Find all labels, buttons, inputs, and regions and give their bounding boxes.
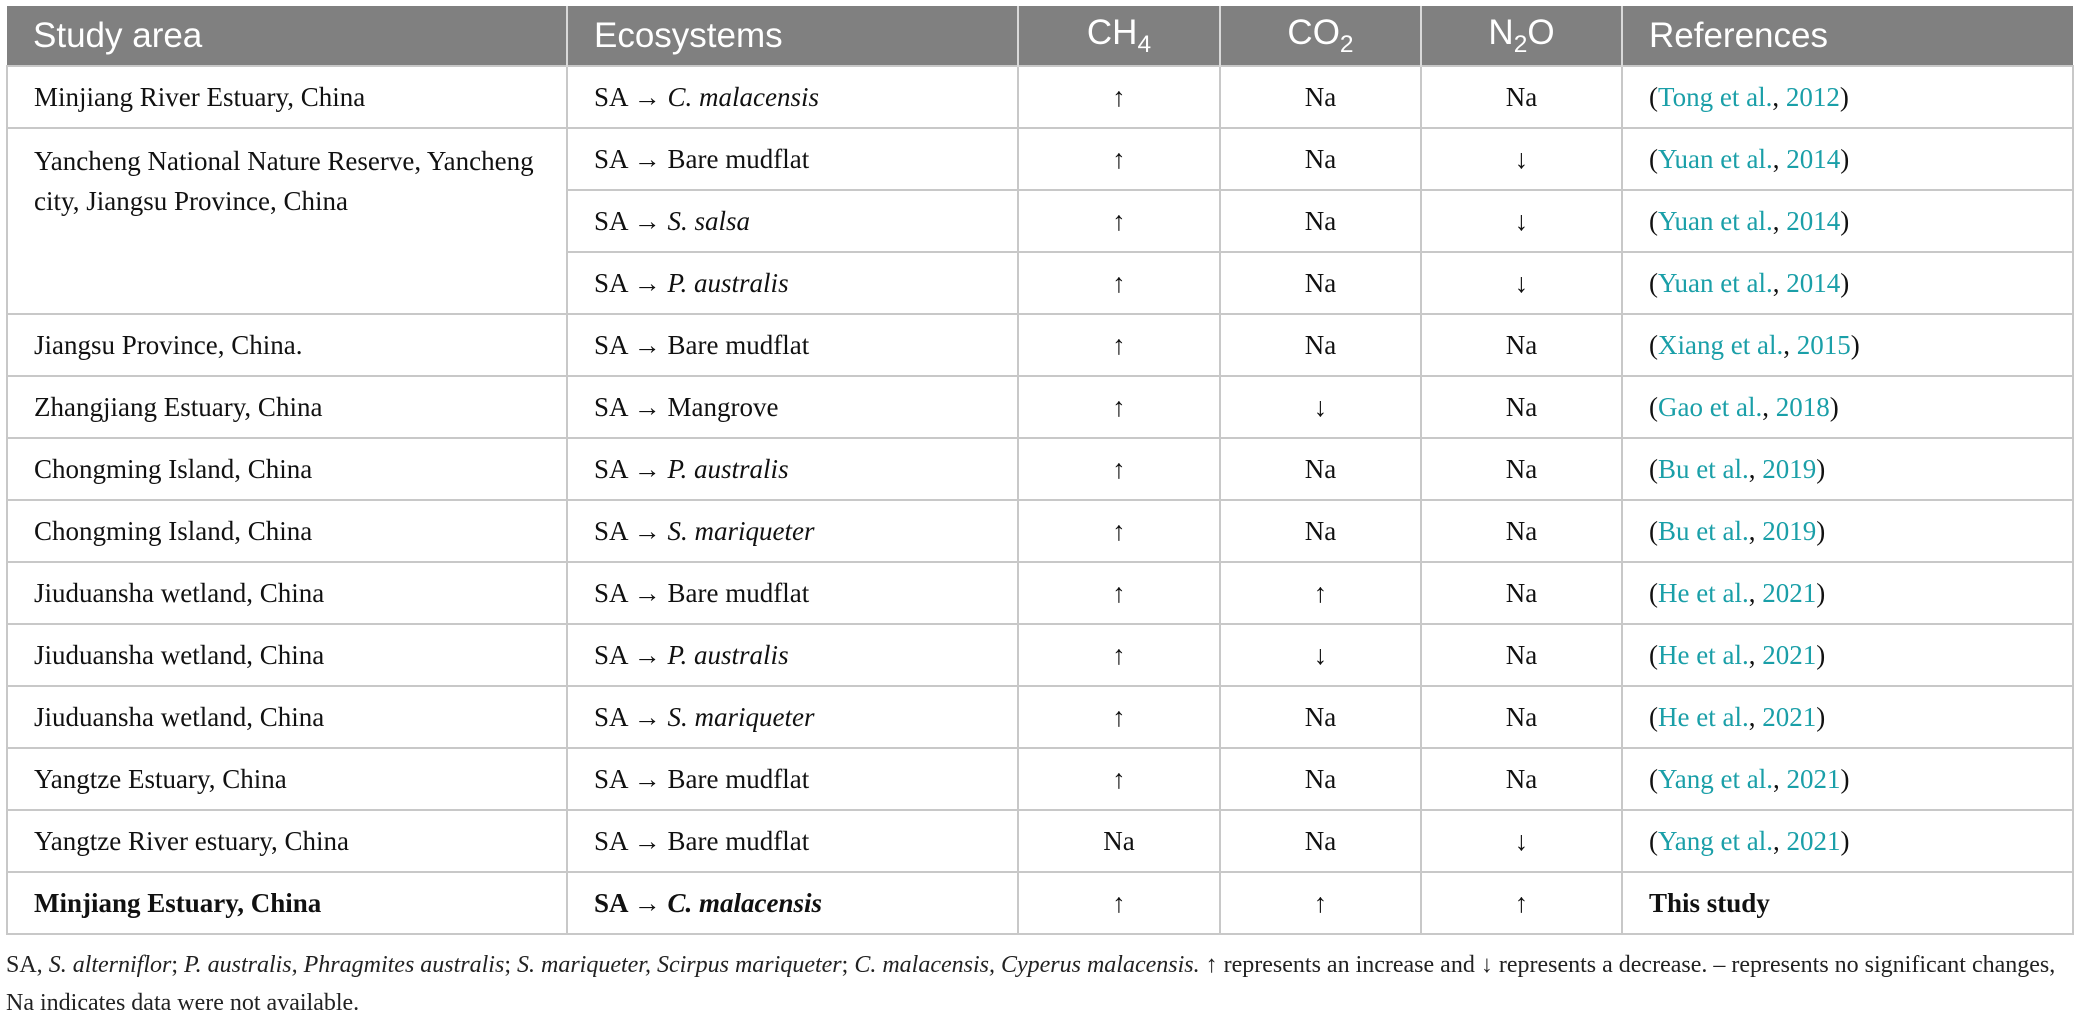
cell-reference: (He et al., 2021) xyxy=(1622,562,2073,624)
reference-year-link[interactable]: 2021 xyxy=(1786,763,1841,794)
cell-n2o: Na xyxy=(1421,748,1622,810)
cell-ch4: ↑ xyxy=(1018,128,1220,190)
cell-n2o: Na xyxy=(1421,376,1622,438)
cell-ch4: ↑ xyxy=(1018,438,1220,500)
cell-reference: (He et al., 2021) xyxy=(1622,624,2073,686)
cell-ecosystem: SA → S. mariqueter xyxy=(567,500,1018,562)
cell-ch4: ↑ xyxy=(1018,500,1220,562)
cell-ecosystem: SA → Bare mudflat xyxy=(567,128,1018,190)
reference-link[interactable]: Tong et al. xyxy=(1658,81,1773,112)
reference-link[interactable]: Bu et al. xyxy=(1658,515,1749,546)
cell-ecosystem: SA → S. mariqueter xyxy=(567,686,1018,748)
cell-study-area: Yangtze Estuary, China xyxy=(7,748,567,810)
cell-ecosystem: SA → C. malacensis xyxy=(567,66,1018,128)
cell-ch4: ↑ xyxy=(1018,190,1220,252)
cell-ch4: ↑ xyxy=(1018,314,1220,376)
cell-n2o: Na xyxy=(1421,686,1622,748)
cell-co2: ↓ xyxy=(1220,624,1421,686)
reference-year-link[interactable]: 2014 xyxy=(1786,267,1841,298)
reference-link[interactable]: Xiang et al. xyxy=(1658,329,1784,360)
reference-year-link[interactable]: 2014 xyxy=(1786,143,1841,174)
header-references: References xyxy=(1622,6,2073,66)
table-header-row xyxy=(7,6,2073,66)
reference-year-link[interactable]: 2015 xyxy=(1796,329,1851,360)
table-row xyxy=(7,128,2073,190)
reference-year-link[interactable]: 2019 xyxy=(1762,515,1817,546)
cell-ch4: ↑ xyxy=(1018,624,1220,686)
reference-link[interactable]: Gao et al. xyxy=(1658,391,1763,422)
cell-reference: (Gao et al., 2018) xyxy=(1622,376,2073,438)
cell-reference: (Yuan et al., 2014) xyxy=(1622,190,2073,252)
reference-year-link[interactable]: 2012 xyxy=(1785,81,1840,112)
cell-ch4: ↑ xyxy=(1018,376,1220,438)
cell-reference: (He et al., 2021) xyxy=(1622,686,2073,748)
cell-reference: (Bu et al., 2019) xyxy=(1622,500,2073,562)
cell-ecosystem: SA → Mangrove xyxy=(567,376,1018,438)
cell-co2: Na xyxy=(1220,500,1421,562)
cell-study-area: Zhangjiang Estuary, China xyxy=(7,376,567,438)
cell-reference: (Yang et al., 2021) xyxy=(1622,810,2073,872)
reference-year-link[interactable]: 2019 xyxy=(1762,453,1817,484)
cell-study-area: Jiuduansha wetland, China xyxy=(7,562,567,624)
cell-co2: ↑ xyxy=(1220,872,1421,934)
cell-co2: Na xyxy=(1220,810,1421,872)
reference-link[interactable]: He et al. xyxy=(1658,639,1749,670)
reference-link[interactable]: Yuan et al. xyxy=(1658,267,1773,298)
reference-link[interactable]: Yuan et al. xyxy=(1658,143,1773,174)
cell-study-area: Yancheng National Nature Reserve, Yancheng city, Jiangsu Province, China xyxy=(7,128,567,314)
header-ch4: $CH_4$ xyxy=(1018,6,1220,66)
header-n2o: $N_2O$ xyxy=(1421,6,1622,66)
cell-n2o: Na xyxy=(1421,66,1622,128)
cell-reference: (Yuan et al., 2014) xyxy=(1622,252,2073,314)
reference-year-link[interactable]: 2014 xyxy=(1786,205,1841,236)
header-ecosystems: Ecosystems xyxy=(567,6,1018,66)
reference-link[interactable]: Yang et al. xyxy=(1658,825,1774,856)
cell-ch4: ↑ xyxy=(1018,872,1220,934)
table-row xyxy=(7,314,2073,376)
cell-co2: Na xyxy=(1220,748,1421,810)
cell-n2o: Na xyxy=(1421,562,1622,624)
cell-co2: ↓ xyxy=(1220,376,1421,438)
cell-ch4: ↑ xyxy=(1018,66,1220,128)
header-study-area: Study area xyxy=(7,6,567,66)
cell-study-area: Chongming Island, China xyxy=(7,500,567,562)
table-row xyxy=(7,686,2073,748)
cell-ecosystem: SA → Bare mudflat xyxy=(567,810,1018,872)
cell-co2: Na xyxy=(1220,686,1421,748)
cell-n2o: ↓ xyxy=(1421,190,1622,252)
table-row xyxy=(7,624,2073,686)
table-row xyxy=(7,562,2073,624)
cell-co2: Na xyxy=(1220,66,1421,128)
reference-link[interactable]: Bu et al. xyxy=(1658,453,1749,484)
table-row xyxy=(7,376,2073,438)
cell-n2o: ↓ xyxy=(1421,252,1622,314)
header-co2: $CO_2$ xyxy=(1220,6,1421,66)
cell-co2: Na xyxy=(1220,252,1421,314)
cell-ecosystem: SA → C. malacensis xyxy=(567,872,1018,934)
cell-n2o: Na xyxy=(1421,314,1622,376)
table-row xyxy=(7,66,2073,128)
table-row xyxy=(7,500,2073,562)
cell-reference: (Yang et al., 2021) xyxy=(1622,748,2073,810)
table-row-this-study xyxy=(7,872,2073,934)
reference-year-link[interactable]: 2021 xyxy=(1786,825,1841,856)
cell-study-area: Chongming Island, China xyxy=(7,438,567,500)
cell-reference: (Bu et al., 2019) xyxy=(1622,438,2073,500)
reference-year-link[interactable]: 2021 xyxy=(1762,639,1817,670)
cell-ecosystem: SA → S. salsa xyxy=(567,190,1018,252)
cell-n2o: Na xyxy=(1421,500,1622,562)
table-footnote: SA, S. alterniflor; P. australis, Phragmites australis; S. mariqueter, Scirpus mariqueter; C. malacensis, Cyperus malacensis. ↑ represents an increase and ↓ represents a decrease. – represents no significant changes, Na indicates data were not available. xyxy=(6,952,2056,1016)
cell-n2o: ↓ xyxy=(1421,810,1622,872)
cell-reference: (Xiang et al., 2015) xyxy=(1622,314,2073,376)
reference-year-link[interactable]: 2021 xyxy=(1762,577,1817,608)
cell-co2: Na xyxy=(1220,128,1421,190)
cell-n2o: Na xyxy=(1421,624,1622,686)
cell-n2o: ↓ xyxy=(1421,128,1622,190)
cell-ecosystem: SA → P. australis xyxy=(567,624,1018,686)
cell-study-area: Jiangsu Province, China. xyxy=(7,314,567,376)
table-container xyxy=(6,6,2072,935)
cell-study-area: Minjiang River Estuary, China xyxy=(7,66,567,128)
cell-reference: (Yuan et al., 2014) xyxy=(1622,128,2073,190)
cell-ecosystem: SA → P. australis xyxy=(567,252,1018,314)
cell-co2: ↑ xyxy=(1220,562,1421,624)
cell-co2: Na xyxy=(1220,190,1421,252)
reference-year-link[interactable]: 2021 xyxy=(1762,701,1817,732)
reference-link[interactable]: Yang et al. xyxy=(1658,763,1774,794)
cell-study-area: Jiuduansha wetland, China xyxy=(7,624,567,686)
cell-ecosystem: SA → P. australis xyxy=(567,438,1018,500)
reference-year-link[interactable]: 2018 xyxy=(1775,391,1830,422)
cell-n2o: ↑ xyxy=(1421,872,1622,934)
cell-ch4: ↑ xyxy=(1018,562,1220,624)
cell-ecosystem: SA → Bare mudflat xyxy=(567,562,1018,624)
emissions-table xyxy=(6,6,2074,935)
cell-co2: Na xyxy=(1220,314,1421,376)
cell-study-area: Minjiang Estuary, China xyxy=(7,872,567,934)
cell-reference: (Tong et al., 2012) xyxy=(1622,66,2073,128)
cell-ch4: ↑ xyxy=(1018,748,1220,810)
reference-link[interactable]: He et al. xyxy=(1658,701,1749,732)
cell-n2o: Na xyxy=(1421,438,1622,500)
cell-ecosystem: SA → Bare mudflat xyxy=(567,314,1018,376)
cell-ch4: ↑ xyxy=(1018,252,1220,314)
table-row xyxy=(7,438,2073,500)
reference-link[interactable]: He et al. xyxy=(1658,577,1749,608)
cell-study-area: Yangtze River estuary, China xyxy=(7,810,567,872)
reference-link[interactable]: Yuan et al. xyxy=(1658,205,1773,236)
table-row xyxy=(7,748,2073,810)
cell-ch4: ↑ xyxy=(1018,686,1220,748)
cell-ch4: Na xyxy=(1018,810,1220,872)
cell-ecosystem: SA → Bare mudflat xyxy=(567,748,1018,810)
cell-co2: Na xyxy=(1220,438,1421,500)
table-row xyxy=(7,810,2073,872)
cell-study-area: Jiuduansha wetland, China xyxy=(7,686,567,748)
cell-reference: This study xyxy=(1622,872,2073,934)
